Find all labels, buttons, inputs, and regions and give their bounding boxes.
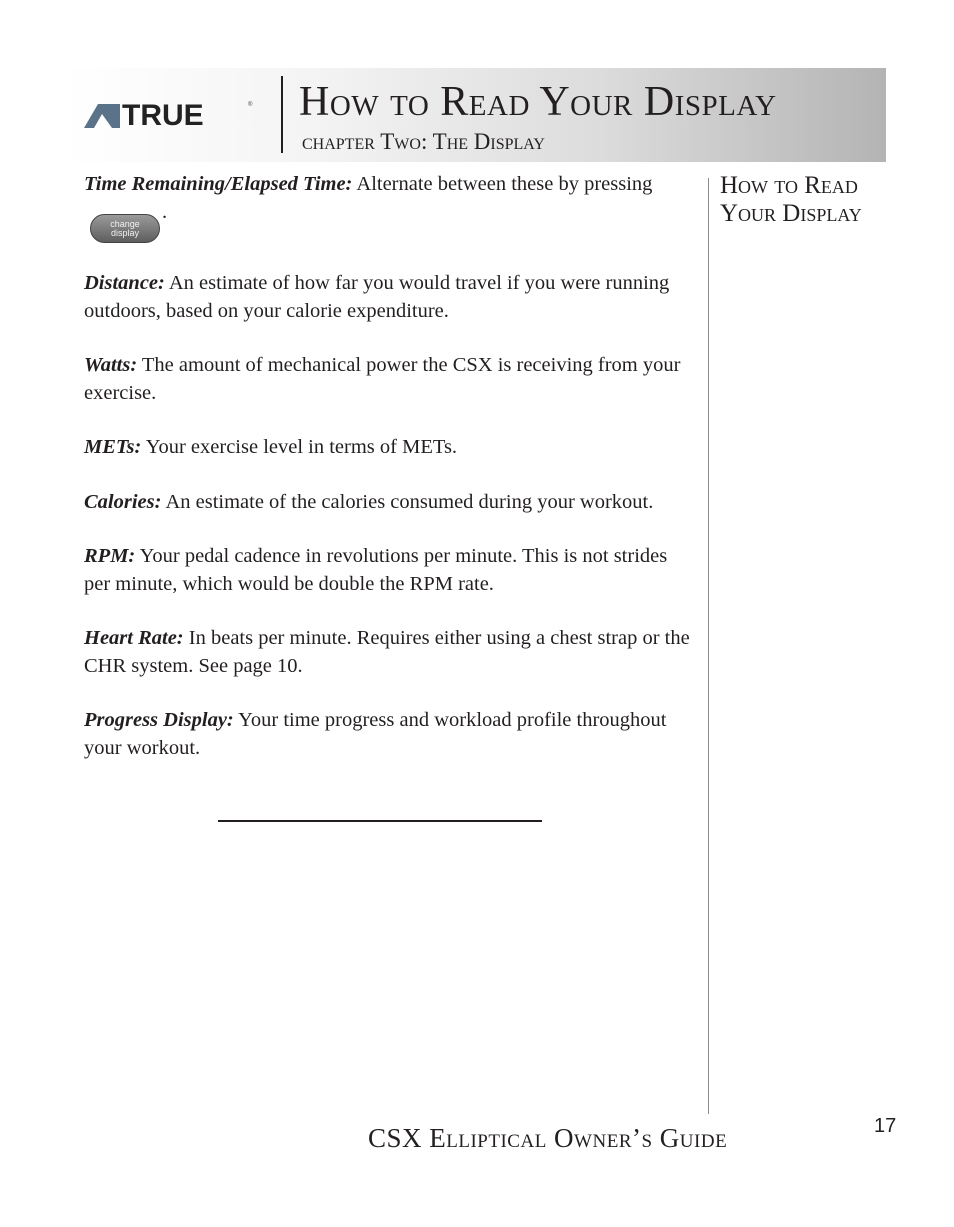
entry-text: Your exercise level in terms of METs. <box>141 436 458 458</box>
entry-term: Heart Rate: <box>84 627 184 649</box>
entry-time <box>84 171 690 243</box>
main-content <box>84 171 690 789</box>
chapter-subtitle: chapter Two: The Display <box>302 129 545 154</box>
logo-wordmark: TRUE <box>122 99 204 132</box>
entry-rpm <box>84 543 690 598</box>
entry-text: Alternate between these by pressing <box>352 173 653 195</box>
entry-watts <box>84 352 690 407</box>
true-logo <box>84 99 254 132</box>
change-display-button <box>90 214 160 243</box>
entry-distance <box>84 270 690 325</box>
entry-calories <box>84 489 690 517</box>
entry-text: Your pedal cadence in revolutions per minute. This is not strides per minute, which would be double the RPM rate. <box>84 545 668 595</box>
sidebar-divider <box>708 178 709 1114</box>
logo-mark-icon <box>84 104 120 128</box>
entry-text: Your time progress and workload profile throughout your workout. <box>84 709 667 759</box>
entry-term: Time Remaining/Elapsed Time: <box>84 173 353 195</box>
entry-term: Progress Display: <box>84 709 234 731</box>
page-number: 17 <box>874 1115 897 1137</box>
button-label-line1: change <box>110 218 140 229</box>
entry-term: Distance: <box>84 272 165 294</box>
page-title: How to Read Your Display <box>299 79 777 125</box>
logo-registered-mark: ® <box>248 102 253 108</box>
entry-term: METs: <box>84 436 142 458</box>
entry-term: Calories: <box>84 490 162 513</box>
entry-text: In beats per minute. Requires either using a chest strap or the CHR system. See page 10. <box>84 627 690 677</box>
section-separator <box>218 820 542 822</box>
entry-text: An estimate of how far you would travel if you were running outdoors, based on your calorie expenditure. <box>84 272 670 322</box>
button-label-line2: display <box>110 227 139 238</box>
entry-text-end: . <box>162 200 168 223</box>
header-divider <box>281 76 283 153</box>
sidebar-title: How to Read Your Display <box>720 172 862 227</box>
footer-guide-title: CSX Elliptical Owner’s Guide <box>368 1123 728 1153</box>
entry-text: The amount of mechanical power the CSX is receiving from your exercise. <box>84 354 681 404</box>
entry-progress-display <box>84 707 690 762</box>
entry-mets <box>84 434 690 462</box>
entry-heart-rate <box>84 625 690 680</box>
entry-text: An estimate of the calories consumed during your workout. <box>161 490 654 513</box>
entry-term: RPM: <box>84 545 136 567</box>
entry-term: Watts: <box>84 354 138 376</box>
